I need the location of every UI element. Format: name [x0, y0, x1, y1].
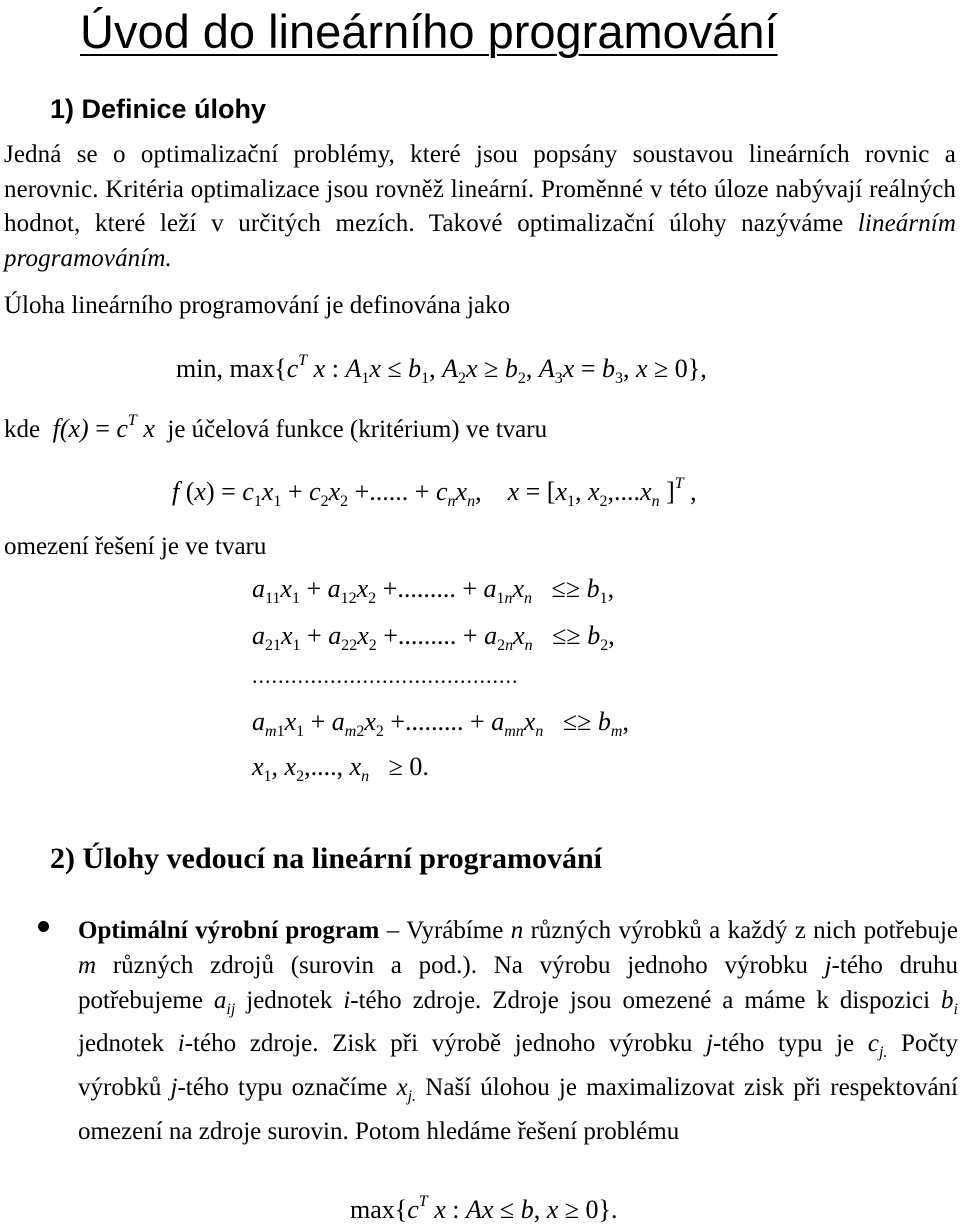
lp-definition-formula: min, $\max\{c^T$ x : $A_1x \le b_1$, $A_2x \ge b_2$, $A_3x = b_3$, x ≥ 0},: [176, 352, 707, 387]
constraint-row-2: $a_{21}x_1 + a_{22}x_2$ +......... + $a_{2n}x_n \le\ge b_2$,: [252, 621, 615, 654]
constraint-ellipsis: .........................................: [252, 663, 519, 688]
definition-line: Úloha lineárního programování je definována jako: [4, 292, 511, 319]
production-program-paragraph: Optimální výrobní program – Vyrábíme n různých výrobků a každý z nich potřebuje m různých zdrojů (surovin a pod.). Na výrobu jednoho výrobku j-tého druhu potřebujeme $a_{ij}$ jednotek i-tého zdroje. Zdroje jsou omezené a máme k dispozici $b_i$ jednotek i-tého zdroje. Zisk při výrobě jednoho výrobku j-tého typu je $c_{j.}$ Počty výrobků j-tého typu označíme $x_{j.}$ Naší úlohou je maximalizovat zisk při respektování omezení na zdroje surovin. Potom hledáme řešení problému: [78, 917, 959, 1145]
objective-description: je účelová funkce (kritérium) ve tvaru: [167, 416, 548, 443]
bullet-icon: [38, 921, 49, 932]
kde-word: kde: [4, 416, 41, 443]
constraint-row-1: $a_{11}x_1 + a_{12}x_2$ +......... + $a_{1n}x_n \le\ge b_1$,: [252, 574, 615, 607]
objective-function-formula: f $(x) = c_1x_1 + c_2x_2$ +...... + $c_nx_n$, $x = [x_1$, $x_2,....x_n$ ]$^T$ ,: [172, 475, 697, 510]
nonnegativity-constraint: $x_1$, $x_2$,...., $x_n \ge 0$.: [252, 752, 429, 785]
objective-symbol: $f(x) = c^T$ x: [52, 412, 155, 443]
intro-italic-term: lineárním programováním.: [4, 210, 956, 272]
objective-definition-line: [4, 412, 547, 444]
intro-paragraph: [4, 138, 956, 276]
section-1-heading: 1) Definice úlohy: [50, 94, 267, 124]
max-problem-formula: $\max\{c^T$ x : Ax ≤ b, x ≥ 0}.: [350, 1193, 618, 1224]
constraints-label: omezení řešení je ve tvaru: [4, 533, 267, 560]
bullet-title: Optimální výrobní program: [78, 917, 380, 944]
page-title: Úvod do lineárního programování: [80, 5, 778, 58]
intro-text: Jedná se o optimalizační problémy, které jsou popsány soustavou lineárních rovnic a nerovnic. Kritéria optimalizace jsou rovněž lineární. Proměnné v této úloze nabývají reálných hodnot, které leží v určitých mezích. Takové optimalizační úlohy nazýváme: [4, 141, 956, 237]
constraint-row-m: $a_{m1}x_1 + a_{m2}x_2$ +......... + $a_{mn}x_n \le\ge b_m$,: [252, 707, 629, 740]
section-2-heading: 2) Úlohy vedoucí na lineární programování: [50, 842, 602, 875]
